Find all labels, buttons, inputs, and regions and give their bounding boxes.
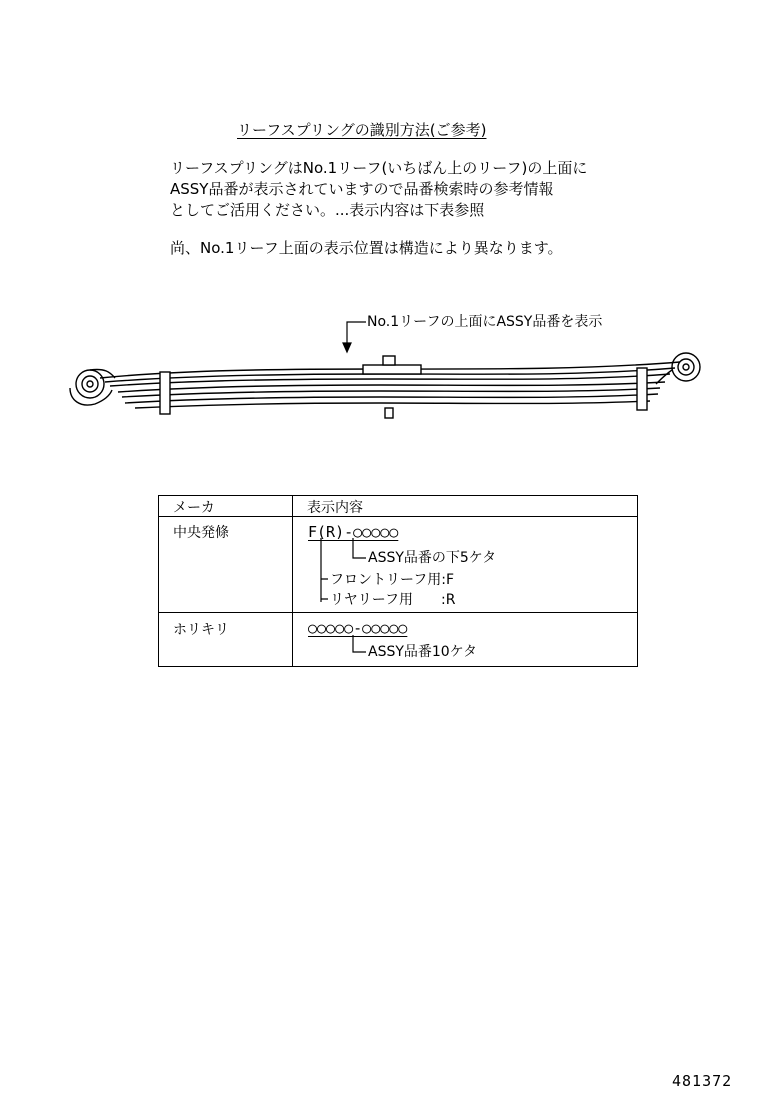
row-1-note-front: フロントリーフ用:F <box>330 572 455 588</box>
row-2-code: ○○○○○-○○○○○ <box>308 619 408 637</box>
right-rebound-clip <box>637 368 647 410</box>
row-2-maker: ホリキリ <box>173 622 229 638</box>
row-2-note-digits: ASSY品番10ケタ <box>368 644 478 660</box>
header-maker: メーカ <box>173 500 215 516</box>
intro-line-3: としてご活用ください。...表示内容は下表参照 <box>170 201 485 219</box>
note-line: 尚、No.1リーフ上面の表示位置は構造により異なります。 <box>170 239 563 257</box>
row-1-note-digits: ASSY品番の下5ケタ <box>368 550 497 566</box>
header-content: 表示内容 <box>307 500 363 516</box>
row-1-maker: 中央発條 <box>173 525 229 541</box>
intro-line-1: リーフスプリングはNo.1リーフ(いちばん上のリーフ)の上面に <box>170 159 588 177</box>
row-1-code: F(R)-○○○○○ <box>308 523 399 541</box>
center-bolt <box>363 356 421 418</box>
diagram-callout-label: No.1リーフの上面にASSY品番を表示 <box>367 314 603 330</box>
left-rebound-clip <box>160 372 170 414</box>
leaf-spring-diagram <box>60 300 720 440</box>
page-title: リーフスプリングの識別方法(ご参考) <box>237 121 487 139</box>
left-spring-eye <box>70 369 115 405</box>
intro-line-2: ASSY品番が表示されていますので品番検索時の参考情報 <box>170 180 554 198</box>
page-number: 481372 <box>672 1072 733 1090</box>
callout-leader-arrow <box>343 322 366 352</box>
identification-table <box>158 495 638 667</box>
row-1-note-rear: リヤリーフ用 :R <box>330 592 456 608</box>
